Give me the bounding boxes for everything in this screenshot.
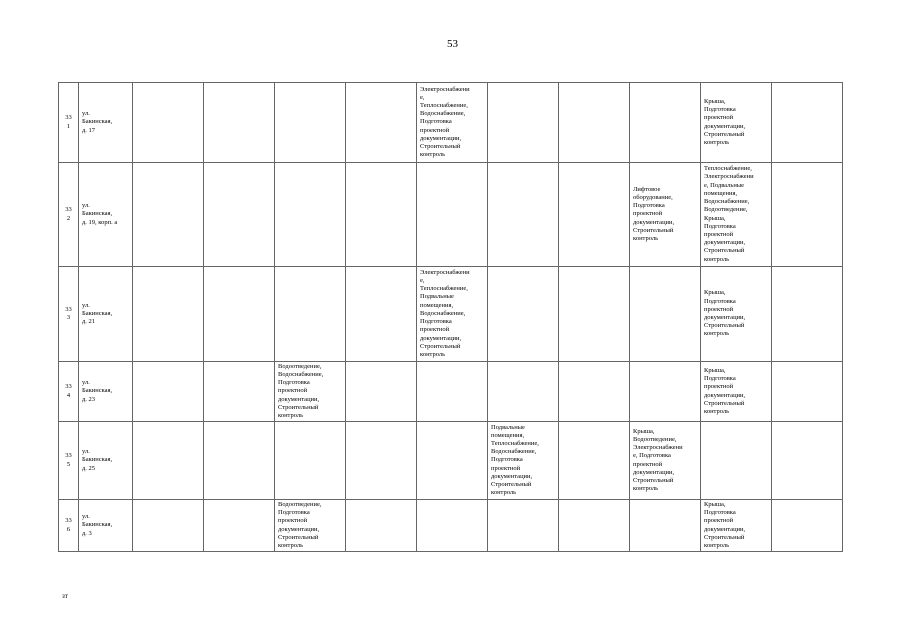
work-cell xyxy=(346,362,417,422)
work-cell: Водоотведение, Водоснабжение, Подготовка проектной документации, Строительный контроль xyxy=(275,362,346,422)
work-cell xyxy=(133,163,204,267)
row-number-cell: 33 4 xyxy=(59,362,79,422)
work-cell xyxy=(275,163,346,267)
work-cell xyxy=(133,422,204,500)
work-cell xyxy=(630,83,701,163)
address-cell: ул. Бакинская, д. 17 xyxy=(79,83,133,163)
row-number-cell: 33 6 xyxy=(59,500,79,552)
work-cell xyxy=(133,500,204,552)
work-cell xyxy=(559,500,630,552)
work-cell: Лифтовое оборудование, Подготовка проектной документации, Строительный контроль xyxy=(630,163,701,267)
work-cell xyxy=(204,500,275,552)
page-number: 53 xyxy=(447,38,458,50)
address-cell: ул. Бакинская, д. 25 xyxy=(79,422,133,500)
work-cell xyxy=(346,83,417,163)
work-cell xyxy=(488,362,559,422)
work-cell xyxy=(133,267,204,362)
table-row xyxy=(59,163,843,267)
work-cell xyxy=(772,163,843,267)
work-cell: Крыша, Подготовка проектной документации, Строительный контроль xyxy=(701,267,772,362)
work-cell: Теплоснабжение, Электроснабжени е, Подвальные помещения, Водоснабжение, Водоотведение, Крыша, Подготовка проектной документации, Строительный контроль xyxy=(701,163,772,267)
table-row xyxy=(59,267,843,362)
work-cell xyxy=(559,83,630,163)
work-cell: Подвальные помещения, Теплоснабжение, Водоснабжение, Подготовка проектной документации, Строительный контроль xyxy=(488,422,559,500)
work-cell xyxy=(133,83,204,163)
work-cell xyxy=(346,422,417,500)
work-cell xyxy=(559,362,630,422)
work-cell xyxy=(772,267,843,362)
work-cell xyxy=(488,267,559,362)
work-cell xyxy=(346,163,417,267)
work-cell xyxy=(559,267,630,362)
work-cell xyxy=(275,83,346,163)
row-number-cell: 33 3 xyxy=(59,267,79,362)
work-cell: Крыша, Подготовка проектной документации, Строительный контроль xyxy=(701,83,772,163)
work-cell xyxy=(488,83,559,163)
work-cell: Электроснабжени е, Теплоснабжение, Подвальные помещения, Водоснабжение, Подготовка проектной документации, Строительный контроль xyxy=(417,267,488,362)
table-row xyxy=(59,500,843,552)
work-cell xyxy=(488,500,559,552)
row-number-cell: 33 1 xyxy=(59,83,79,163)
work-cell xyxy=(346,500,417,552)
work-cell xyxy=(204,83,275,163)
work-cell xyxy=(488,163,559,267)
repair-schedule-table xyxy=(58,82,843,552)
work-cell xyxy=(559,163,630,267)
work-cell: Крыша, Водоотведение, Электроснабжени е, Подготовка проектной документации, Строительный контроль xyxy=(630,422,701,500)
work-cell xyxy=(772,83,843,163)
work-cell xyxy=(417,500,488,552)
work-cell xyxy=(701,422,772,500)
work-cell xyxy=(417,422,488,500)
work-cell xyxy=(204,163,275,267)
work-cell xyxy=(204,362,275,422)
work-cell xyxy=(275,267,346,362)
work-cell xyxy=(417,362,488,422)
work-cell xyxy=(772,362,843,422)
work-cell xyxy=(630,267,701,362)
row-number-cell: 33 5 xyxy=(59,422,79,500)
work-cell xyxy=(772,422,843,500)
work-cell xyxy=(630,362,701,422)
work-cell: Электроснабжени е, Теплоснабжение, Водоснабжение, Подготовка проектной документации, Строительный контроль xyxy=(417,83,488,163)
address-cell: ул. Бакинская, д. 3 xyxy=(79,500,133,552)
table-body xyxy=(59,83,843,552)
row-number-cell: 33 2 xyxy=(59,163,79,267)
table-row xyxy=(59,362,843,422)
work-cell xyxy=(275,422,346,500)
work-cell xyxy=(346,267,417,362)
work-cell xyxy=(772,500,843,552)
work-cell xyxy=(630,500,701,552)
table-row xyxy=(59,422,843,500)
address-cell: ул. Бакинская, д. 21 xyxy=(79,267,133,362)
address-cell: ул. Бакинская, д. 19, корп. а xyxy=(79,163,133,267)
work-cell: Крыша, Подготовка проектной документации, Строительный контроль xyxy=(701,500,772,552)
work-cell: Крыша, Подготовка проектной документации, Строительный контроль xyxy=(701,362,772,422)
work-cell xyxy=(204,267,275,362)
table-row xyxy=(59,83,843,163)
address-cell: ул. Бакинская, д. 23 xyxy=(79,362,133,422)
work-cell xyxy=(559,422,630,500)
work-cell xyxy=(417,163,488,267)
work-cell xyxy=(133,362,204,422)
work-cell xyxy=(204,422,275,500)
work-cell: Водоотведение, Подготовка проектной документации, Строительный контроль xyxy=(275,500,346,552)
footer-mark: зт xyxy=(62,592,68,600)
